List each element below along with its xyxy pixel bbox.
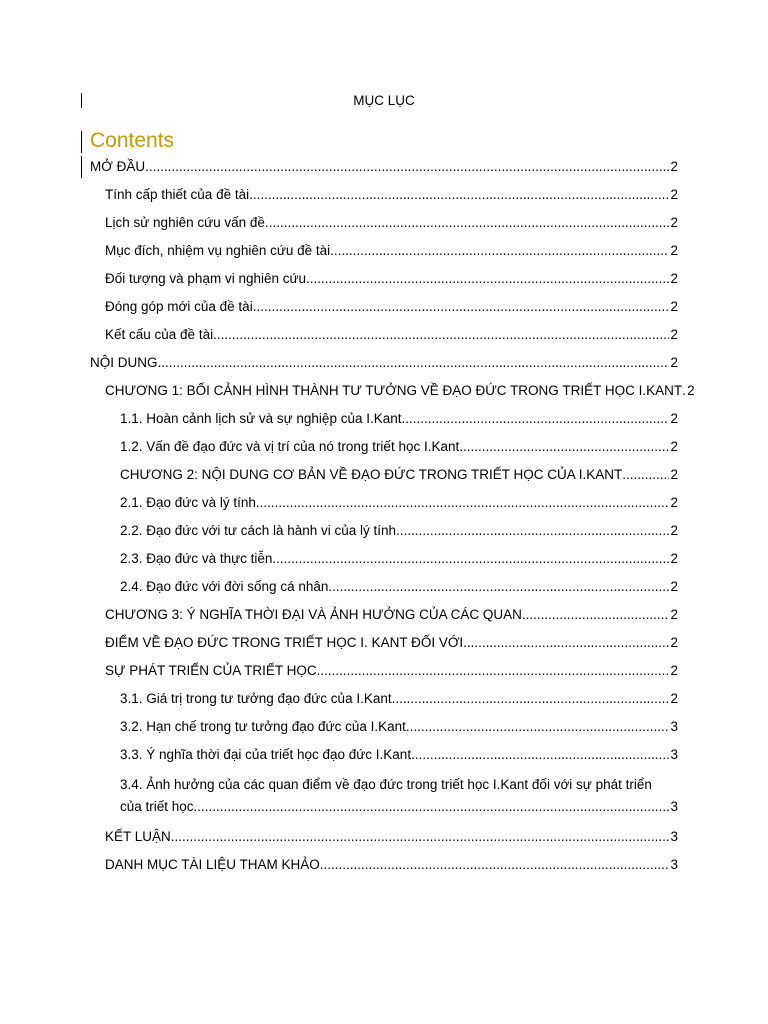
cursor-bar: [81, 131, 82, 153]
dot-leader: [328, 576, 669, 598]
dot-leader: [392, 688, 670, 710]
toc-entry-label: Đóng góp mới của đề tài: [105, 299, 253, 314]
toc-page-number: 2: [670, 579, 678, 594]
toc-page-number: 2: [670, 243, 678, 258]
dot-leader: [171, 826, 670, 848]
dot-leader: [522, 604, 670, 626]
toc-entry-label: SỰ PHÁT TRIỂN CỦA TRIẾT HỌC: [105, 663, 317, 678]
toc-entry-label: CHƯƠNG 2: NỘI DUNG CƠ BẢN VỀ ĐẠO ĐỨC TRONG TRIẾT HỌC CỦA I.KANT: [120, 467, 623, 482]
toc-page-number: 2: [670, 495, 678, 510]
toc-entry-label: 2.2. Đạo đức với tư cách là hành vi của lý tính: [120, 523, 397, 538]
toc-page-number: 3: [670, 719, 678, 734]
toc-entry-label: của triết học: [120, 799, 194, 814]
toc-entry[interactable]: [120, 548, 678, 570]
dot-leader: [213, 324, 669, 346]
toc-entry-label: CHƯƠNG 1: BỐI CẢNH HÌNH THÀNH TƯ TƯỞNG VỀ ĐẠO ĐỨC TRONG TRIẾT HỌC I.KANT: [105, 383, 683, 398]
dot-leader: [158, 352, 670, 374]
toc-entry[interactable]: [105, 268, 678, 290]
toc-entry[interactable]: [105, 854, 678, 876]
toc-entry-label: Kết cấu của đề tài: [105, 327, 214, 342]
toc-page-number: 2: [670, 691, 678, 706]
toc-entry-label: CHƯƠNG 3: Ý NGHĨA THỜI ĐẠI VÀ ẢNH HƯỞNG CỦA CÁC QUAN: [105, 607, 522, 622]
toc-entry-label: 1.2. Vấn đề đạo đức và vị trí của nó trong triết học I.Kant: [120, 439, 460, 454]
toc-page-number: 2: [670, 327, 678, 342]
toc-page-number: 2: [670, 439, 678, 454]
contents-heading[interactable]: Contents: [90, 129, 175, 152]
toc-entry[interactable]: [120, 688, 678, 710]
toc-entry-label: Lịch sử nghiên cứu vấn đề: [105, 215, 265, 230]
toc-page-number: 2: [670, 607, 678, 622]
toc-page-number: 2: [670, 355, 678, 370]
toc-entry[interactable]: [105, 296, 678, 318]
toc-entry-label: 2.1. Đạo đức và lý tính: [120, 495, 256, 510]
dot-leader: [459, 436, 669, 458]
toc-entry[interactable]: [105, 632, 678, 654]
toc-entry[interactable]: [105, 660, 678, 682]
toc-entry[interactable]: [120, 464, 678, 486]
toc-page-number: 2: [670, 271, 678, 286]
dot-leader: [396, 520, 669, 542]
toc-entry-label: KẾT LUẬN: [105, 829, 171, 844]
dot-leader: [330, 240, 669, 262]
dot-leader: [317, 660, 670, 682]
toc-entry-label: 3.1. Giá trị trong tư tưởng đạo đức của I.Kant: [120, 691, 392, 706]
toc-entry[interactable]: [105, 212, 678, 234]
dot-leader: [256, 492, 670, 514]
dot-leader: [406, 716, 670, 738]
dot-leader: [622, 464, 669, 486]
toc-entry[interactable]: [105, 324, 678, 346]
toc-entry-label: 2.4. Đạo đức với đời sống cá nhân: [120, 579, 329, 594]
toc-page-number: 2: [670, 299, 678, 314]
toc-entry[interactable]: [105, 826, 678, 848]
cursor-bar: [81, 156, 82, 178]
page-title: MỤC LỤC: [353, 93, 415, 108]
toc-entry[interactable]: [120, 492, 678, 514]
dot-leader: [265, 212, 670, 234]
toc-page-number: 2: [670, 215, 678, 230]
dot-leader: [463, 632, 669, 654]
toc-page-number: 2: [670, 663, 678, 678]
toc-entry-label: Mục đích, nhiệm vụ nghiên cứu đề tài: [105, 243, 331, 258]
toc-entry[interactable]: [105, 240, 678, 262]
toc-entry[interactable]: [120, 774, 678, 818]
toc-entry[interactable]: [90, 156, 678, 178]
toc-entry-label: DANH MỤC TÀI LIỆU THAM KHẢO: [105, 857, 320, 872]
toc-entry-label: 3.3. Ý nghĩa thời đại của triết học đạo đức I.Kant: [120, 747, 412, 762]
dot-leader: [402, 408, 670, 430]
dot-leader: [145, 156, 669, 178]
toc-entry-label-line: 3.4. Ảnh hưởng của các quan điểm về đạo đức trong triết học I.Kant đối với sự phát triển: [120, 777, 652, 792]
toc-entry[interactable]: [120, 744, 678, 766]
toc-entry-label: Tính cấp thiết của đề tài: [105, 187, 250, 202]
toc-page-number: 2: [670, 551, 678, 566]
toc-page-number: 2: [670, 159, 678, 174]
toc-page-number: 2: [670, 523, 678, 538]
dot-leader: [253, 296, 670, 318]
toc-entry-label: 1.1. Hoàn cảnh lịch sử và sự nghiệp của I.Kant: [120, 411, 402, 426]
dot-leader: [306, 268, 669, 290]
toc-entry-label: MỞ ĐẦU: [90, 159, 146, 174]
dot-leader: [411, 744, 669, 766]
toc-page-number: 2: [670, 635, 678, 650]
dot-leader: [320, 854, 670, 876]
dot-leader: [272, 548, 669, 570]
toc-entry[interactable]: [120, 576, 678, 598]
toc-page-number: 2: [670, 467, 678, 482]
toc-page-number: 2: [687, 383, 695, 398]
dot-leader: [194, 796, 670, 818]
toc-entry-label: 3.2. Hạn chế trong tư tưởng đạo đức của I.Kant: [120, 719, 406, 734]
dot-leader: [249, 184, 669, 206]
toc-page-number: 3: [670, 857, 678, 872]
toc-page-number: 3: [670, 747, 678, 762]
toc-page-number: 3: [670, 829, 678, 844]
toc-entry-label: ĐIỂM VỀ ĐẠO ĐỨC TRONG TRIẾT HỌC I. KANT ĐỐI VỚI: [105, 635, 464, 650]
toc-entry[interactable]: [120, 408, 678, 430]
toc-entry[interactable]: [120, 520, 678, 542]
toc-entry[interactable]: [120, 716, 678, 738]
toc-entry-label: NỘI DUNG: [90, 355, 158, 370]
toc-entry-label: 2.3. Đạo đức và thực tiễn: [120, 551, 273, 566]
toc-entry[interactable]: [90, 352, 678, 374]
toc-page-number: 2: [670, 411, 678, 426]
toc-entry[interactable]: [120, 436, 678, 458]
toc-page-number: 3: [670, 799, 678, 814]
toc-page-number: 2: [670, 187, 678, 202]
toc-entry-label: Đối tượng và phạm vi nghiên cứu: [105, 271, 307, 286]
toc-entry[interactable]: [105, 604, 678, 626]
toc-entry[interactable]: [105, 380, 695, 402]
toc-entry[interactable]: [105, 184, 678, 206]
